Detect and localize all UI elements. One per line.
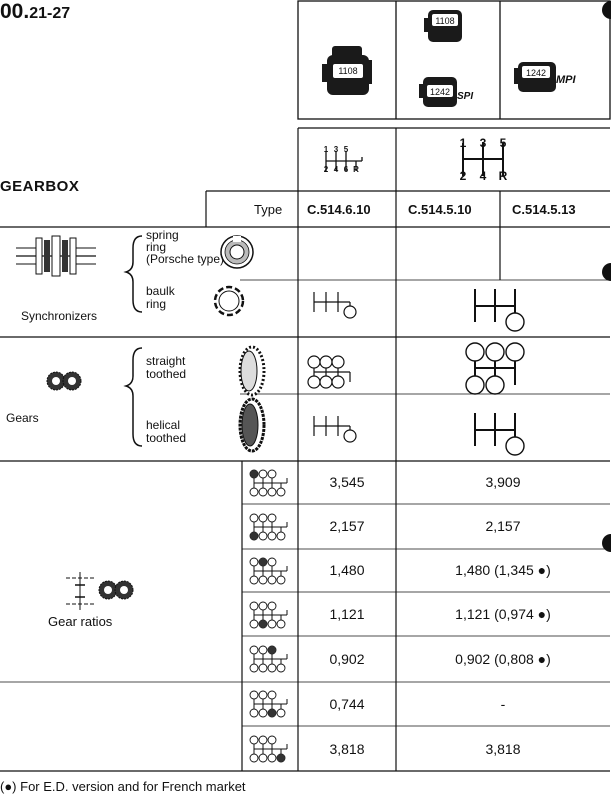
gears-group-label: Gears bbox=[6, 411, 39, 425]
section-sub: 21-27 bbox=[29, 5, 71, 22]
type-c514-6-10: C.514.6.10 bbox=[307, 202, 371, 217]
type-c514-5-13: C.514.5.13 bbox=[512, 202, 576, 217]
engine-badge-1242-mpi: 1242 bbox=[525, 68, 547, 78]
ratio-6speed-5th: 0,902 bbox=[329, 651, 365, 667]
baulk-ring-icon bbox=[215, 287, 243, 315]
spring-ring-label-3: (Porsche type) bbox=[146, 252, 225, 266]
binding-hole-icon bbox=[602, 263, 611, 281]
helical-five-pattern-icon bbox=[475, 413, 524, 455]
pattern-label: 6 bbox=[343, 165, 349, 174]
ratio-6speed-6th: 0,744 bbox=[329, 696, 365, 712]
engine-suffix-spi: SPI bbox=[457, 91, 474, 102]
spring-ring-label-1: spring bbox=[146, 228, 179, 242]
straight-toothed-label-2: toothed bbox=[146, 367, 187, 381]
pattern-label: 4 bbox=[333, 165, 339, 174]
section-number: 00. bbox=[0, 0, 30, 23]
ratio-6speed-2nd: 2,157 bbox=[329, 518, 365, 534]
pattern-label: 3 bbox=[333, 145, 339, 154]
ratio-5speed-4th: 1,121 (0,974 ●) bbox=[455, 606, 551, 622]
engine-badge-1108: 1108 bbox=[338, 66, 358, 76]
pattern-label: 4 bbox=[479, 169, 487, 183]
binding-hole-icon bbox=[602, 1, 611, 19]
helical-six-pattern-icon bbox=[314, 416, 356, 442]
ratio-6speed-4th: 1,121 bbox=[329, 606, 365, 622]
ratio-6speed-reverse: 3,818 bbox=[329, 741, 365, 757]
ratio-5speed-reverse: 3,818 bbox=[485, 741, 521, 757]
pattern-label: 1 bbox=[459, 136, 467, 150]
pattern-label: R bbox=[498, 169, 508, 183]
helical-toothed-label-1: helical bbox=[146, 418, 181, 432]
straight-gear-icon bbox=[240, 347, 264, 395]
helical-toothed-label-2: toothed bbox=[146, 431, 187, 445]
straight-six-pattern-icon bbox=[308, 356, 350, 388]
ratio-5speed-1st: 3,909 bbox=[485, 474, 521, 490]
spring-ring-icon bbox=[221, 236, 253, 268]
ratio-6speed-3rd: 1,480 bbox=[329, 562, 365, 578]
gear-ratio-drawing-icon bbox=[66, 572, 133, 610]
straight-five-pattern-icon bbox=[466, 343, 524, 394]
type-label: Type bbox=[254, 202, 283, 217]
ratio-6speed-1st: 3,545 bbox=[329, 474, 365, 490]
gears-brace bbox=[126, 348, 142, 446]
page-number bbox=[0, 0, 70, 26]
pattern-label: 5 bbox=[343, 145, 349, 154]
pattern-label: 1 bbox=[323, 145, 329, 154]
pattern-label: 5 bbox=[499, 136, 507, 150]
helical-gear-icon bbox=[240, 399, 264, 451]
synchronizers-group-label: Synchronizers bbox=[21, 309, 98, 323]
gear-ratios-group-label: Gear ratios bbox=[48, 614, 113, 629]
type-c514-5-10: C.514.5.10 bbox=[408, 202, 472, 217]
engine-suffix-mpi: MPI bbox=[556, 74, 576, 86]
baulk-six-pattern-icon bbox=[314, 292, 356, 318]
synchronizer-brace bbox=[126, 236, 142, 312]
straight-toothed-label-1: straight bbox=[146, 354, 186, 368]
ratio-5speed-5th: 0,902 (0,808 ●) bbox=[455, 651, 551, 667]
pattern-label: R bbox=[353, 165, 359, 174]
ratio-5speed-2nd: 2,157 bbox=[485, 518, 521, 534]
ratio-5speed-6th: - bbox=[500, 696, 506, 712]
pattern-label: 2 bbox=[459, 169, 467, 183]
spring-ring-label-2: ring bbox=[146, 240, 167, 254]
baulk-ring-label-1: baulk bbox=[146, 284, 175, 298]
synchronizer-drawing-icon bbox=[16, 236, 96, 276]
footnote: (●) For E.D. version and for French market bbox=[0, 779, 246, 794]
engine-1108-spi-icon bbox=[424, 10, 462, 42]
baulk-ring-label-2: ring bbox=[146, 297, 167, 311]
gearbox-title: GEARBOX bbox=[0, 178, 80, 195]
pattern-label: 3 bbox=[479, 136, 487, 150]
ratio-5speed-3rd: 1,480 (1,345 ●) bbox=[455, 562, 551, 578]
gears-pair-icon bbox=[47, 372, 81, 390]
engine-badge-1108-spi: 1108 bbox=[435, 16, 455, 26]
engine-badge-1242-spi: 1242 bbox=[429, 87, 451, 97]
baulk-five-pattern-icon bbox=[475, 289, 524, 331]
pattern-label: 2 bbox=[323, 165, 329, 174]
